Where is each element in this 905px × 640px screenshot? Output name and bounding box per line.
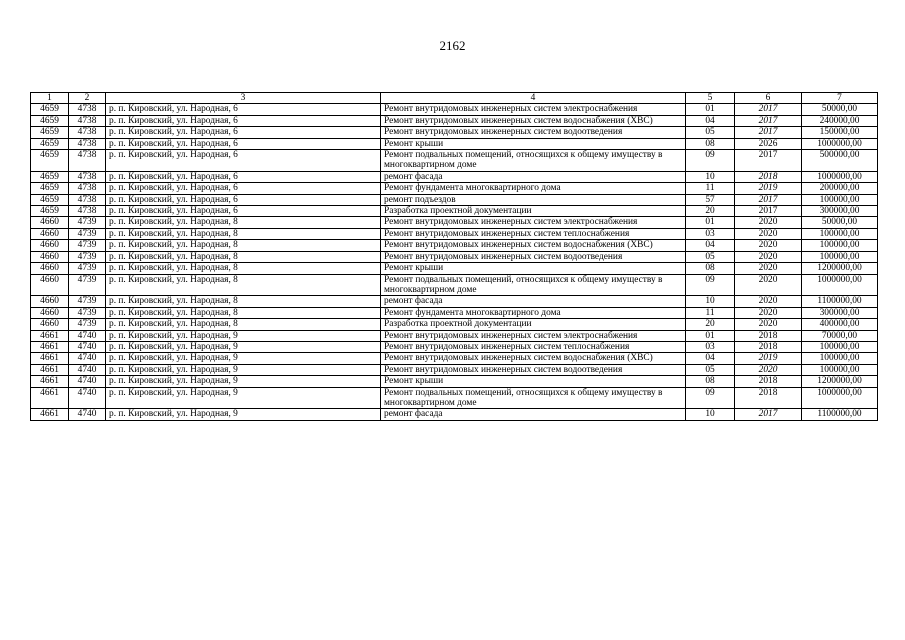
cell-year: 2020 — [735, 263, 802, 274]
cell-record-number: 4659 — [31, 206, 69, 217]
cell-address: р. п. Кировский, ул. Народная, 9 — [106, 330, 381, 341]
cell-cost: 500000,00 — [802, 150, 878, 172]
cell-house-code: 4738 — [69, 183, 106, 194]
cell-work-code: 01 — [686, 217, 735, 228]
cell-cost: 300000,00 — [802, 307, 878, 318]
cell-work-code: 03 — [686, 341, 735, 352]
cell-work-code: 08 — [686, 138, 735, 149]
column-header-3: 3 — [106, 93, 381, 104]
table-row — [31, 364, 878, 375]
cell-address: р. п. Кировский, ул. Народная, 8 — [106, 296, 381, 307]
cell-address: р. п. Кировский, ул. Народная, 9 — [106, 376, 381, 387]
cell-house-code: 4740 — [69, 376, 106, 387]
cell-cost: 70000,00 — [802, 330, 878, 341]
column-header-6: 6 — [735, 93, 802, 104]
cell-record-number: 4659 — [31, 194, 69, 205]
cell-record-number: 4660 — [31, 251, 69, 262]
cell-work-code: 20 — [686, 319, 735, 330]
cell-house-code: 4739 — [69, 319, 106, 330]
cell-work-code: 11 — [686, 183, 735, 194]
cell-year: 2017 — [735, 206, 802, 217]
cell-cost: 200000,00 — [802, 183, 878, 194]
cell-year: 2020 — [735, 296, 802, 307]
cell-cost: 1000000,00 — [802, 138, 878, 149]
cell-house-code: 4738 — [69, 194, 106, 205]
cell-work-code: 04 — [686, 115, 735, 126]
cell-house-code: 4739 — [69, 228, 106, 239]
table-row — [31, 274, 878, 296]
cell-work-type: ремонт фасада — [381, 296, 686, 307]
column-header-5: 5 — [686, 93, 735, 104]
table-row — [31, 319, 878, 330]
column-number-row — [31, 93, 878, 104]
cell-house-code: 4740 — [69, 409, 106, 420]
cell-cost: 150000,00 — [802, 127, 878, 138]
cell-work-type: Ремонт внутридомовых инженерных систем водоотведения — [381, 251, 686, 262]
cell-year: 2020 — [735, 217, 802, 228]
cell-record-number: 4659 — [31, 115, 69, 126]
cell-year: 2019 — [735, 353, 802, 364]
cell-cost: 1200000,00 — [802, 263, 878, 274]
cell-address: р. п. Кировский, ул. Народная, 6 — [106, 171, 381, 182]
cell-address: р. п. Кировский, ул. Народная, 8 — [106, 263, 381, 274]
cell-house-code: 4739 — [69, 240, 106, 251]
cell-year: 2017 — [735, 409, 802, 420]
table-row — [31, 206, 878, 217]
cell-work-type: Ремонт внутридомовых инженерных систем водоснабжения (ХВС) — [381, 240, 686, 251]
cell-year: 2018 — [735, 330, 802, 341]
cell-work-code: 05 — [686, 251, 735, 262]
cell-work-code: 05 — [686, 364, 735, 375]
cell-work-code: 04 — [686, 240, 735, 251]
cell-record-number: 4659 — [31, 150, 69, 172]
cell-year: 2018 — [735, 376, 802, 387]
cell-cost: 50000,00 — [802, 104, 878, 115]
cell-work-type: Ремонт внутридомовых инженерных систем теплоснабжения — [381, 228, 686, 239]
cell-year: 2017 — [735, 150, 802, 172]
cell-work-code: 10 — [686, 296, 735, 307]
cell-work-type: ремонт подъездов — [381, 194, 686, 205]
cell-address: р. п. Кировский, ул. Народная, 6 — [106, 183, 381, 194]
cell-address: р. п. Кировский, ул. Народная, 6 — [106, 206, 381, 217]
cell-cost: 100000,00 — [802, 251, 878, 262]
cell-record-number: 4660 — [31, 274, 69, 296]
cell-work-code: 05 — [686, 127, 735, 138]
column-header-4: 4 — [381, 93, 686, 104]
cell-house-code: 4739 — [69, 263, 106, 274]
cell-work-type: Ремонт подвальных помещений, относящихся к общему имуществу в многоквартирном доме — [381, 387, 686, 409]
cell-work-code: 08 — [686, 376, 735, 387]
table-row — [31, 409, 878, 420]
table-row — [31, 183, 878, 194]
cell-house-code: 4740 — [69, 387, 106, 409]
table-row — [31, 296, 878, 307]
cell-house-code: 4738 — [69, 104, 106, 115]
cell-work-code: 03 — [686, 228, 735, 239]
cell-cost: 100000,00 — [802, 364, 878, 375]
cell-year: 2020 — [735, 228, 802, 239]
cell-work-code: 10 — [686, 409, 735, 420]
table-row — [31, 194, 878, 205]
cell-work-code: 01 — [686, 330, 735, 341]
cell-house-code: 4740 — [69, 353, 106, 364]
table-row — [31, 217, 878, 228]
cell-cost: 50000,00 — [802, 217, 878, 228]
cell-house-code: 4738 — [69, 171, 106, 182]
cell-work-type: Ремонт фундамента многоквартирного дома — [381, 307, 686, 318]
cell-address: р. п. Кировский, ул. Народная, 9 — [106, 353, 381, 364]
cell-year: 2018 — [735, 171, 802, 182]
cell-year: 2020 — [735, 240, 802, 251]
cell-cost: 100000,00 — [802, 341, 878, 352]
cell-work-type: ремонт фасада — [381, 171, 686, 182]
table-row — [31, 138, 878, 149]
cell-record-number: 4660 — [31, 228, 69, 239]
table-row — [31, 150, 878, 172]
cell-record-number: 4661 — [31, 376, 69, 387]
cell-work-type: Ремонт крыши — [381, 263, 686, 274]
cell-work-code: 09 — [686, 387, 735, 409]
table-row — [31, 376, 878, 387]
cell-house-code: 4738 — [69, 115, 106, 126]
cell-address: р. п. Кировский, ул. Народная, 6 — [106, 150, 381, 172]
cell-address: р. п. Кировский, ул. Народная, 6 — [106, 104, 381, 115]
cell-year: 2018 — [735, 387, 802, 409]
cell-work-type: Ремонт подвальных помещений, относящихся к общему имуществу в многоквартирном доме — [381, 150, 686, 172]
cell-work-type: Ремонт крыши — [381, 376, 686, 387]
cell-house-code: 4739 — [69, 274, 106, 296]
table-row — [31, 263, 878, 274]
cell-year: 2017 — [735, 115, 802, 126]
table-row — [31, 387, 878, 409]
cell-address: р. п. Кировский, ул. Народная, 9 — [106, 364, 381, 375]
cell-work-code: 08 — [686, 263, 735, 274]
page-number: 2162 — [439, 38, 466, 53]
cell-house-code: 4738 — [69, 150, 106, 172]
cell-record-number: 4659 — [31, 171, 69, 182]
cell-address: р. п. Кировский, ул. Народная, 9 — [106, 341, 381, 352]
table-row — [31, 127, 878, 138]
cell-record-number: 4660 — [31, 319, 69, 330]
cell-cost: 240000,00 — [802, 115, 878, 126]
cell-year: 2020 — [735, 307, 802, 318]
cell-house-code: 4738 — [69, 206, 106, 217]
column-header-7: 7 — [802, 93, 878, 104]
cell-work-type: Ремонт внутридомовых инженерных систем электроснабжения — [381, 104, 686, 115]
cell-address: р. п. Кировский, ул. Народная, 8 — [106, 319, 381, 330]
cell-work-type: Ремонт внутридомовых инженерных систем теплоснабжения — [381, 341, 686, 352]
table-body — [31, 104, 878, 420]
cell-record-number: 4661 — [31, 409, 69, 420]
cell-address: р. п. Кировский, ул. Народная, 8 — [106, 307, 381, 318]
cell-year: 2020 — [735, 274, 802, 296]
cell-work-type: ремонт фасада — [381, 409, 686, 420]
cell-record-number: 4660 — [31, 217, 69, 228]
column-header-1: 1 — [31, 93, 69, 104]
cell-cost: 400000,00 — [802, 319, 878, 330]
cell-address: р. п. Кировский, ул. Народная, 8 — [106, 217, 381, 228]
cell-record-number: 4661 — [31, 364, 69, 375]
cell-record-number: 4661 — [31, 341, 69, 352]
cell-work-type: Ремонт внутридомовых инженерных систем водоотведения — [381, 364, 686, 375]
cell-record-number: 4661 — [31, 353, 69, 364]
cell-year: 2017 — [735, 104, 802, 115]
table-row — [31, 341, 878, 352]
cell-address: р. п. Кировский, ул. Народная, 8 — [106, 274, 381, 296]
cell-cost: 100000,00 — [802, 228, 878, 239]
cell-record-number: 4659 — [31, 127, 69, 138]
cell-cost: 1100000,00 — [802, 409, 878, 420]
cell-work-type: Ремонт внутридомовых инженерных систем водоснабжения (ХВС) — [381, 353, 686, 364]
cell-cost: 100000,00 — [802, 194, 878, 205]
cell-year: 2018 — [735, 341, 802, 352]
cell-cost: 1200000,00 — [802, 376, 878, 387]
cell-house-code: 4740 — [69, 330, 106, 341]
table-row — [31, 104, 878, 115]
table-row — [31, 353, 878, 364]
cell-year: 2017 — [735, 127, 802, 138]
cell-address: р. п. Кировский, ул. Народная, 9 — [106, 409, 381, 420]
cell-house-code: 4740 — [69, 341, 106, 352]
cell-cost: 1000000,00 — [802, 387, 878, 409]
column-header-2: 2 — [69, 93, 106, 104]
cell-record-number: 4659 — [31, 104, 69, 115]
cell-work-type: Ремонт фундамента многоквартирного дома — [381, 183, 686, 194]
cell-address: р. п. Кировский, ул. Народная, 8 — [106, 251, 381, 262]
cell-year: 2017 — [735, 194, 802, 205]
cell-record-number: 4661 — [31, 330, 69, 341]
table-row — [31, 307, 878, 318]
table-row — [31, 251, 878, 262]
cell-house-code: 4739 — [69, 251, 106, 262]
cell-work-type: Ремонт внутридомовых инженерных систем водоснабжения (ХВС) — [381, 115, 686, 126]
cell-cost: 1000000,00 — [802, 171, 878, 182]
cell-work-type: Ремонт внутридомовых инженерных систем водоотведения — [381, 127, 686, 138]
cell-year: 2020 — [735, 251, 802, 262]
cell-address: р. п. Кировский, ул. Народная, 8 — [106, 228, 381, 239]
cell-address: р. п. Кировский, ул. Народная, 6 — [106, 194, 381, 205]
cell-record-number: 4660 — [31, 263, 69, 274]
cell-record-number: 4661 — [31, 387, 69, 409]
cell-work-type: Разработка проектной документации — [381, 206, 686, 217]
cell-record-number: 4660 — [31, 240, 69, 251]
cell-work-type: Ремонт крыши — [381, 138, 686, 149]
cell-work-type: Разработка проектной документации — [381, 319, 686, 330]
cell-house-code: 4740 — [69, 364, 106, 375]
cell-house-code: 4738 — [69, 127, 106, 138]
cell-cost: 100000,00 — [802, 353, 878, 364]
cell-address: р. п. Кировский, ул. Народная, 6 — [106, 127, 381, 138]
cell-record-number: 4660 — [31, 307, 69, 318]
cell-work-type: Ремонт подвальных помещений, относящихся к общему имуществу в многоквартирном доме — [381, 274, 686, 296]
cell-house-code: 4739 — [69, 307, 106, 318]
cell-work-code: 20 — [686, 206, 735, 217]
cell-work-code: 11 — [686, 307, 735, 318]
cell-record-number: 4660 — [31, 296, 69, 307]
cell-year: 2019 — [735, 183, 802, 194]
cell-address: р. п. Кировский, ул. Народная, 9 — [106, 387, 381, 409]
cell-work-code: 01 — [686, 104, 735, 115]
cell-work-code: 09 — [686, 150, 735, 172]
repair-schedule-table — [30, 92, 878, 421]
cell-year: 2020 — [735, 319, 802, 330]
table-row — [31, 171, 878, 182]
cell-address: р. п. Кировский, ул. Народная, 8 — [106, 240, 381, 251]
cell-address: р. п. Кировский, ул. Народная, 6 — [106, 115, 381, 126]
cell-cost: 100000,00 — [802, 240, 878, 251]
table-row — [31, 115, 878, 126]
cell-address: р. п. Кировский, ул. Народная, 6 — [106, 138, 381, 149]
cell-work-type: Ремонт внутридомовых инженерных систем электроснабжения — [381, 330, 686, 341]
cell-cost: 1100000,00 — [802, 296, 878, 307]
cell-cost: 1000000,00 — [802, 274, 878, 296]
cell-year: 2020 — [735, 364, 802, 375]
table-row — [31, 330, 878, 341]
cell-work-type: Ремонт внутридомовых инженерных систем электроснабжения — [381, 217, 686, 228]
cell-work-code: 09 — [686, 274, 735, 296]
cell-year: 2026 — [735, 138, 802, 149]
cell-record-number: 4659 — [31, 138, 69, 149]
table-row — [31, 240, 878, 251]
cell-work-code: 04 — [686, 353, 735, 364]
cell-house-code: 4739 — [69, 217, 106, 228]
table-row — [31, 228, 878, 239]
cell-cost: 300000,00 — [802, 206, 878, 217]
cell-record-number: 4659 — [31, 183, 69, 194]
cell-house-code: 4738 — [69, 138, 106, 149]
cell-work-code: 10 — [686, 171, 735, 182]
cell-house-code: 4739 — [69, 296, 106, 307]
cell-work-code: 57 — [686, 194, 735, 205]
